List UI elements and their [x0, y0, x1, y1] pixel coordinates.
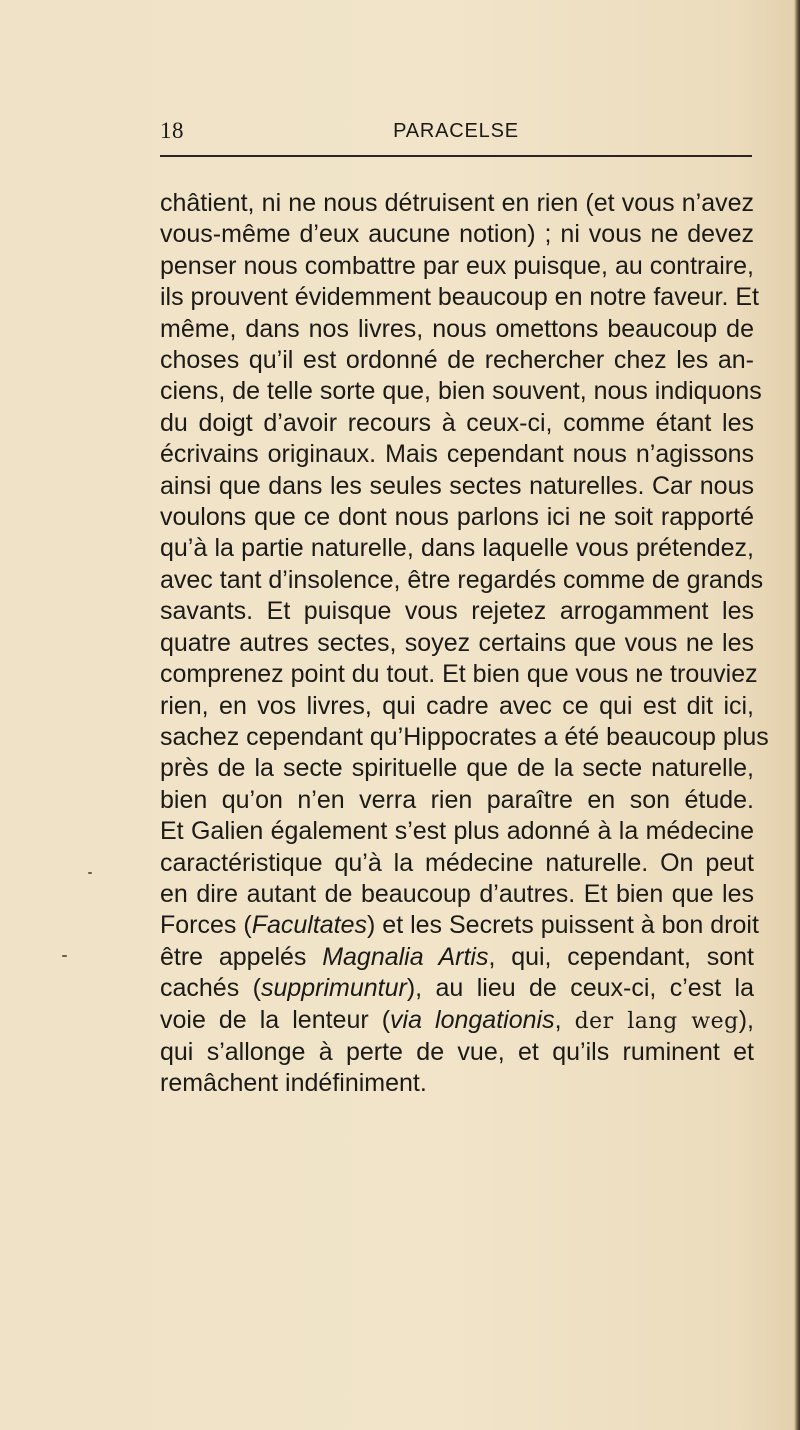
text-line: cachés (supprimuntur), au lieu de ceux-ci, c’est la [160, 974, 754, 1003]
text-line: vous-même d’eux aucune notion) ; ni vous ne devez [160, 220, 754, 249]
italic-term: supprimuntur [260, 974, 407, 1003]
text-line: comprenez point du tout. Et bien que vous ne trouviez [160, 660, 758, 689]
text-line: savants. Et puisque vous rejetez arrogamment les [160, 597, 754, 626]
text-line: penser nous combattre par eux puisque, au contraire, [160, 251, 754, 280]
text-line: du doigt d’avoir recours à ceux-ci, comme étant les [160, 408, 754, 437]
text-line: Forces (Facultates) et les Secrets puissent à bon droit [160, 911, 759, 940]
text-line: ainsi que dans les seules sectes naturelles. Car nous [160, 471, 754, 500]
text-line: caractéristique qu’à la médecine naturelle. On peut [160, 848, 754, 877]
page-header [160, 118, 752, 148]
text-line: quatre autres sectes, soyez certains que vous ne les [160, 628, 754, 657]
page-edge-shadow [794, 0, 800, 1430]
text-line: avec tant d’insolence, être regardés comme de grands [160, 565, 764, 594]
text-line: bien qu’on n’en verra rien paraître en son étude. [160, 785, 754, 814]
paper-speck [88, 872, 92, 874]
text-line: même, dans nos livres, nous omettons beaucoup de [160, 314, 754, 343]
page-number: 18 [160, 118, 184, 143]
text-line: ils prouvent évidemment beaucoup en notre faveur. Et [160, 283, 759, 312]
text-line: Et Galien également s’est plus adonné à la médecine [160, 817, 754, 846]
paper-speck [62, 955, 67, 957]
text-line: rien, en vos livres, qui cadre avec ce qui est dit ici, [160, 691, 754, 720]
text-line: qui s’allonge à perte de vue, et qu’ils ruminent et [160, 1037, 754, 1066]
header-rule [160, 155, 752, 157]
text-line: qu’à la partie naturelle, dans laquelle vous prétendez, [160, 534, 754, 563]
gothic-term: der lang weg [574, 1008, 739, 1034]
text-line: choses qu’il est ordonné de rechercher chez les an- [160, 346, 754, 375]
text-line: voulons que ce dont nous parlons ici ne soit rapporté [160, 503, 754, 532]
text-line: écrivains originaux. Mais cependant nous n’agissons [160, 440, 754, 469]
text-line: châtient, ni ne nous détruisent en rien (et vous n’avez [160, 189, 754, 217]
italic-term: via longationis [390, 1005, 555, 1034]
text-line: voie de la lenteur (via longationis, der lang weg), [160, 1005, 754, 1034]
text-line: près de la secte spirituelle que de la secte naturelle, [160, 754, 754, 783]
text-line: remâchent indéfiniment. [160, 1069, 427, 1098]
italic-term: Facultates [251, 911, 368, 940]
text-line: ciens, de telle sorte que, bien souvent, nous indiquons [160, 377, 762, 406]
body-text [160, 188, 769, 1100]
text-line: être appelés Magnalia Artis, qui, cependant, sont [160, 942, 754, 971]
text-line: en dire autant de beaucoup d’autres. Et bien que les [160, 879, 754, 908]
running-title: PARACELSE [393, 120, 519, 142]
italic-term: Magnalia Artis [322, 942, 489, 971]
text-line: sachez cependant qu’Hippocrates a été beaucoup plus [160, 722, 769, 751]
